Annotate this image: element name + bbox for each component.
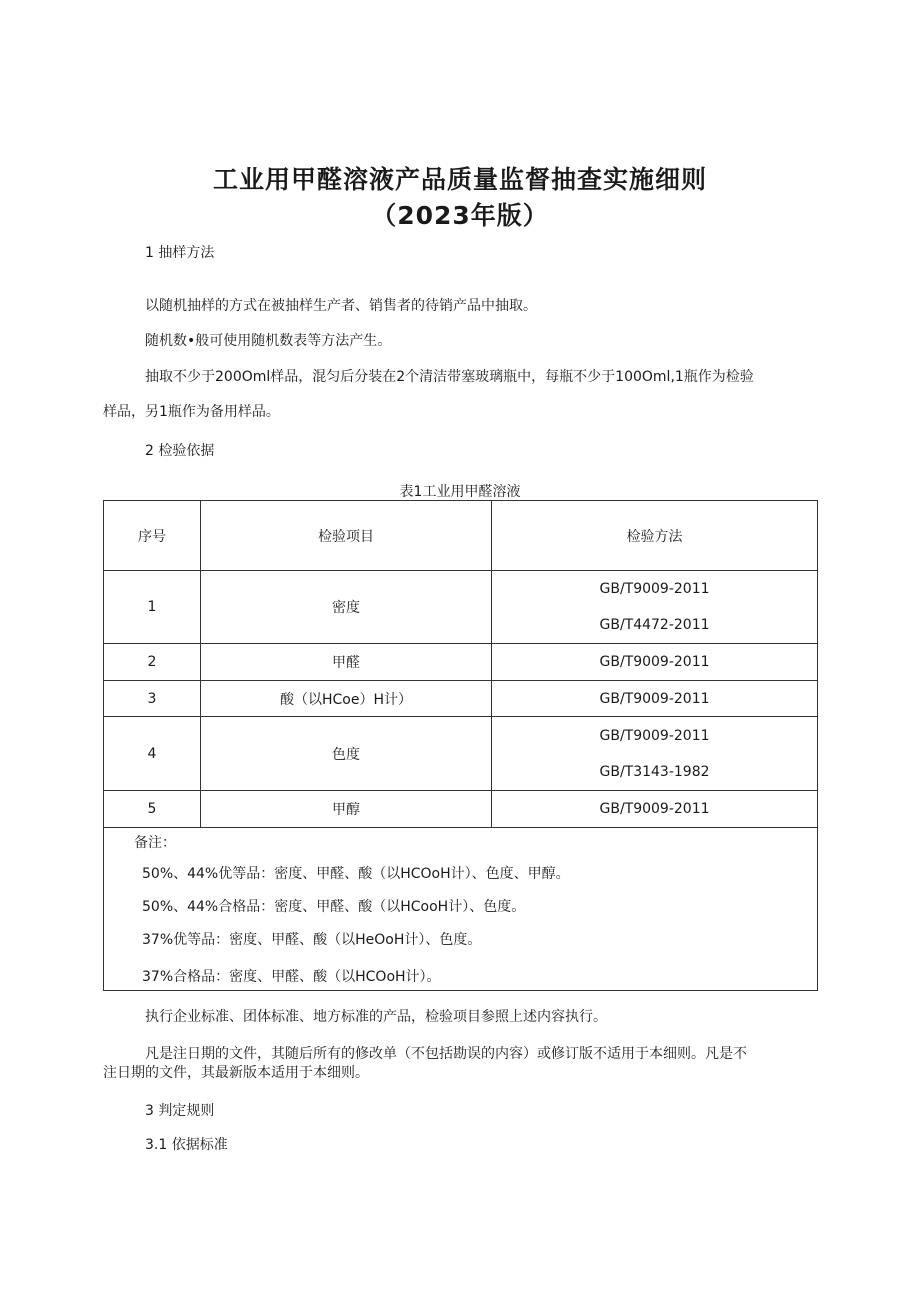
row-no: 2 <box>104 644 201 681</box>
paragraph-sample-quantity: 抽取不少于200Oml样品，混匀后分装在2个清洁带塞玻璃瓶中，每瓶不少于100Oml,1瓶作为检验 <box>145 369 754 385</box>
table-notes <box>104 828 818 991</box>
table-row <box>104 791 818 828</box>
method-line: GB/T9009-2011 <box>599 727 710 744</box>
row-item: 甲醛 <box>201 644 492 681</box>
row-methods <box>492 571 818 644</box>
paragraph-random-number: 随机数•般可使用随机数表等方法产生。 <box>145 333 392 349</box>
note-line: 50%、44%优等品：密度、甲醛、酸（以HCOoH计）、色度、甲醇。 <box>142 866 570 882</box>
row-method: GB/T9009-2011 <box>492 644 818 681</box>
table-row <box>104 681 818 717</box>
table-caption: 表1工业用甲醛溶液 <box>399 484 521 500</box>
header-no: 序号 <box>104 501 201 571</box>
row-item: 色度 <box>201 717 492 791</box>
row-no: 3 <box>104 681 201 717</box>
method-line: GB/T9009-2011 <box>599 581 710 597</box>
paragraph-dated-references: 凡是注日期的文件，其随后所有的修改单（不包括勘误的内容）或修订版不适用于本细则。凡是不 <box>145 1046 747 1062</box>
note-line: 50%、44%合格品：密度、甲醛、酸（以HCooH计）、色度。 <box>142 899 526 915</box>
row-item: 密度 <box>201 571 492 644</box>
method-line: GB/T4472-2011 <box>599 617 710 633</box>
note-line: 37%合格品：密度、甲醛、酸（以HCOoH计）。 <box>142 969 441 985</box>
section-heading-basis: 2 检验依据 <box>145 443 215 459</box>
document-subtitle: （2023年版） <box>371 201 549 230</box>
subsection-heading-standards: 3.1 依据标准 <box>145 1137 228 1153</box>
row-method: GB/T9009-2011 <box>492 681 818 717</box>
row-item: 酸（以HCoe）H计） <box>201 681 492 717</box>
table-notes-row <box>104 828 818 991</box>
note-line: 37%优等品：密度、甲醛、酸（以HeOoH计）、色度。 <box>142 932 482 948</box>
row-method: GB/T9009-2011 <box>492 791 818 828</box>
row-no: 5 <box>104 791 201 828</box>
header-method: 检验方法 <box>492 501 818 571</box>
paragraph-sample-quantity-cont: 样品，另1瓶作为备用样品。 <box>103 404 280 420</box>
paragraph-other-standards: 执行企业标准、团体标准、地方标准的产品，检验项目参照上述内容执行。 <box>145 1009 607 1025</box>
header-item: 检验项目 <box>201 501 492 571</box>
paragraph-dated-references-cont: 注日期的文件，其最新版本适用于本细则。 <box>103 1065 369 1081</box>
inspection-table <box>103 500 818 991</box>
row-methods <box>492 717 818 791</box>
row-item: 甲醇 <box>201 791 492 828</box>
row-no: 1 <box>104 571 201 644</box>
document-title: 工业用甲醛溶液产品质量监督抽查实施细则 <box>212 165 707 194</box>
table-row <box>104 571 818 644</box>
row-no: 4 <box>104 717 201 791</box>
method-line: GB/T3143-1982 <box>599 763 710 780</box>
table-row <box>104 717 818 791</box>
section-heading-sampling: 1 抽样方法 <box>145 245 215 261</box>
paragraph-sampling-method: 以随机抽样的方式在被抽样生产者、销售者的待销产品中抽取。 <box>145 298 537 314</box>
notes-label: 备注： <box>134 835 176 851</box>
section-heading-judgement: 3 判定规则 <box>145 1103 215 1119</box>
table-header-row <box>104 501 818 571</box>
table-row <box>104 644 818 681</box>
